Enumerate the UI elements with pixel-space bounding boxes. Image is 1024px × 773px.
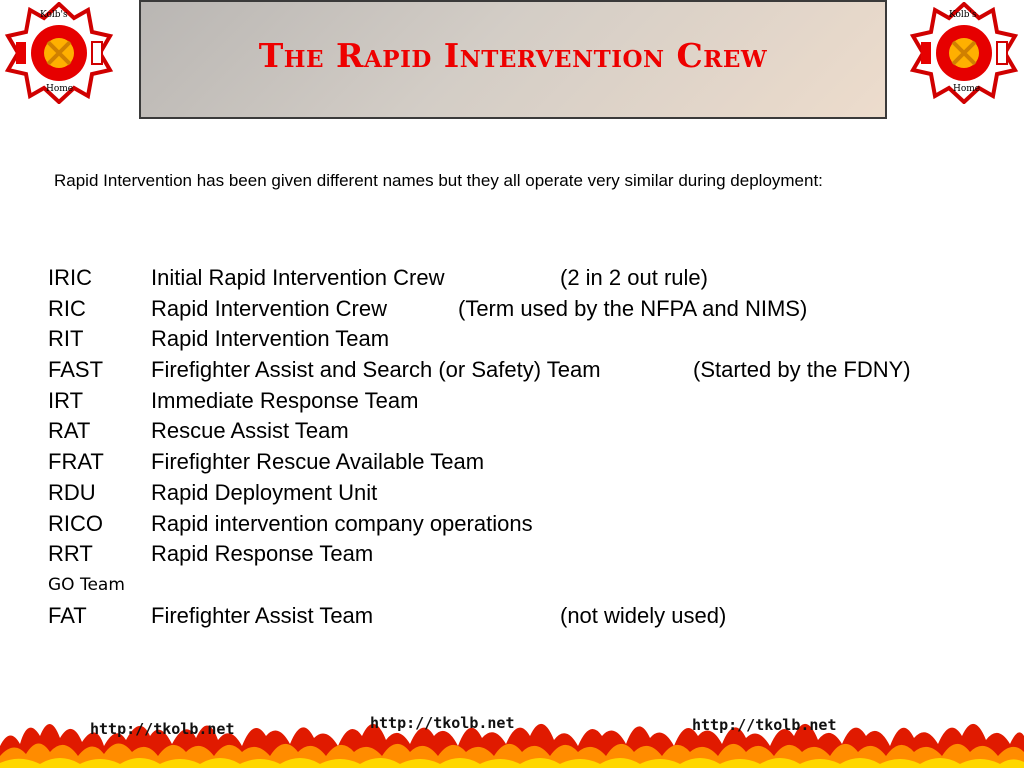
term-note: (Started by the FDNY): [693, 357, 911, 383]
term-name: Rescue Assist Team: [151, 418, 349, 444]
term-name: Immediate Response Team: [151, 387, 419, 413]
title-banner: [139, 0, 887, 119]
term-name: Rapid Intervention Team: [151, 326, 390, 352]
term-abbreviation: RIT: [48, 326, 84, 352]
logo-top-text: Kolb's: [949, 10, 977, 20]
term-name: Firefighter Rescue Available Team: [151, 449, 485, 475]
logo-bottom-text: Home: [46, 84, 74, 94]
term-name: Rapid Deployment Unit: [151, 479, 378, 505]
term-note: (Term used by the NFPA and NIMS): [458, 295, 808, 321]
logo-top-text: Kolb's: [40, 10, 68, 20]
term-name: Rapid Intervention Crew: [151, 295, 388, 321]
term-abbreviation: RRT: [48, 541, 93, 567]
term-abbreviation: RAT: [48, 418, 91, 444]
term-note: (2 in 2 out rule): [560, 265, 708, 290]
term-abbreviation: FRAT: [48, 449, 104, 475]
term-name: Firefighter Assist and Search (or Safety) Team: [151, 357, 601, 383]
term-abbreviation: RIC: [48, 295, 86, 321]
page-title: The Rapid Intervention Crew: [258, 36, 768, 75]
fire-department-logo-right: [907, 2, 1021, 104]
term-name: Rapid Response Team: [151, 541, 374, 567]
footer-url[interactable]: http://tkolb.net: [370, 714, 515, 732]
term-abbreviation: FAT: [48, 602, 87, 628]
term-name: Rapid intervention company operations: [151, 510, 533, 536]
term-abbreviation: GO Team: [48, 574, 125, 595]
flame-footer: [0, 706, 1024, 768]
logo-bottom-text: Home: [953, 84, 981, 94]
footer-url[interactable]: http://tkolb.net: [692, 716, 837, 734]
term-name: Firefighter Assist Team: [151, 602, 374, 628]
term-abbreviation: IRT: [48, 387, 84, 413]
intro-text: Rapid Intervention has been given different names but they all operate very similar during deployment:: [54, 171, 823, 190]
term-abbreviation: RICO: [48, 510, 103, 536]
term-abbreviation: FAST: [48, 357, 104, 383]
term-note: (not widely used): [560, 602, 727, 628]
footer-url[interactable]: http://tkolb.net: [90, 720, 235, 738]
fire-department-logo-left: [2, 2, 116, 104]
term-abbreviation: IRIC: [48, 265, 92, 290]
term-abbreviation: RDU: [48, 479, 96, 505]
term-name: Initial Rapid Intervention Crew: [151, 265, 445, 290]
